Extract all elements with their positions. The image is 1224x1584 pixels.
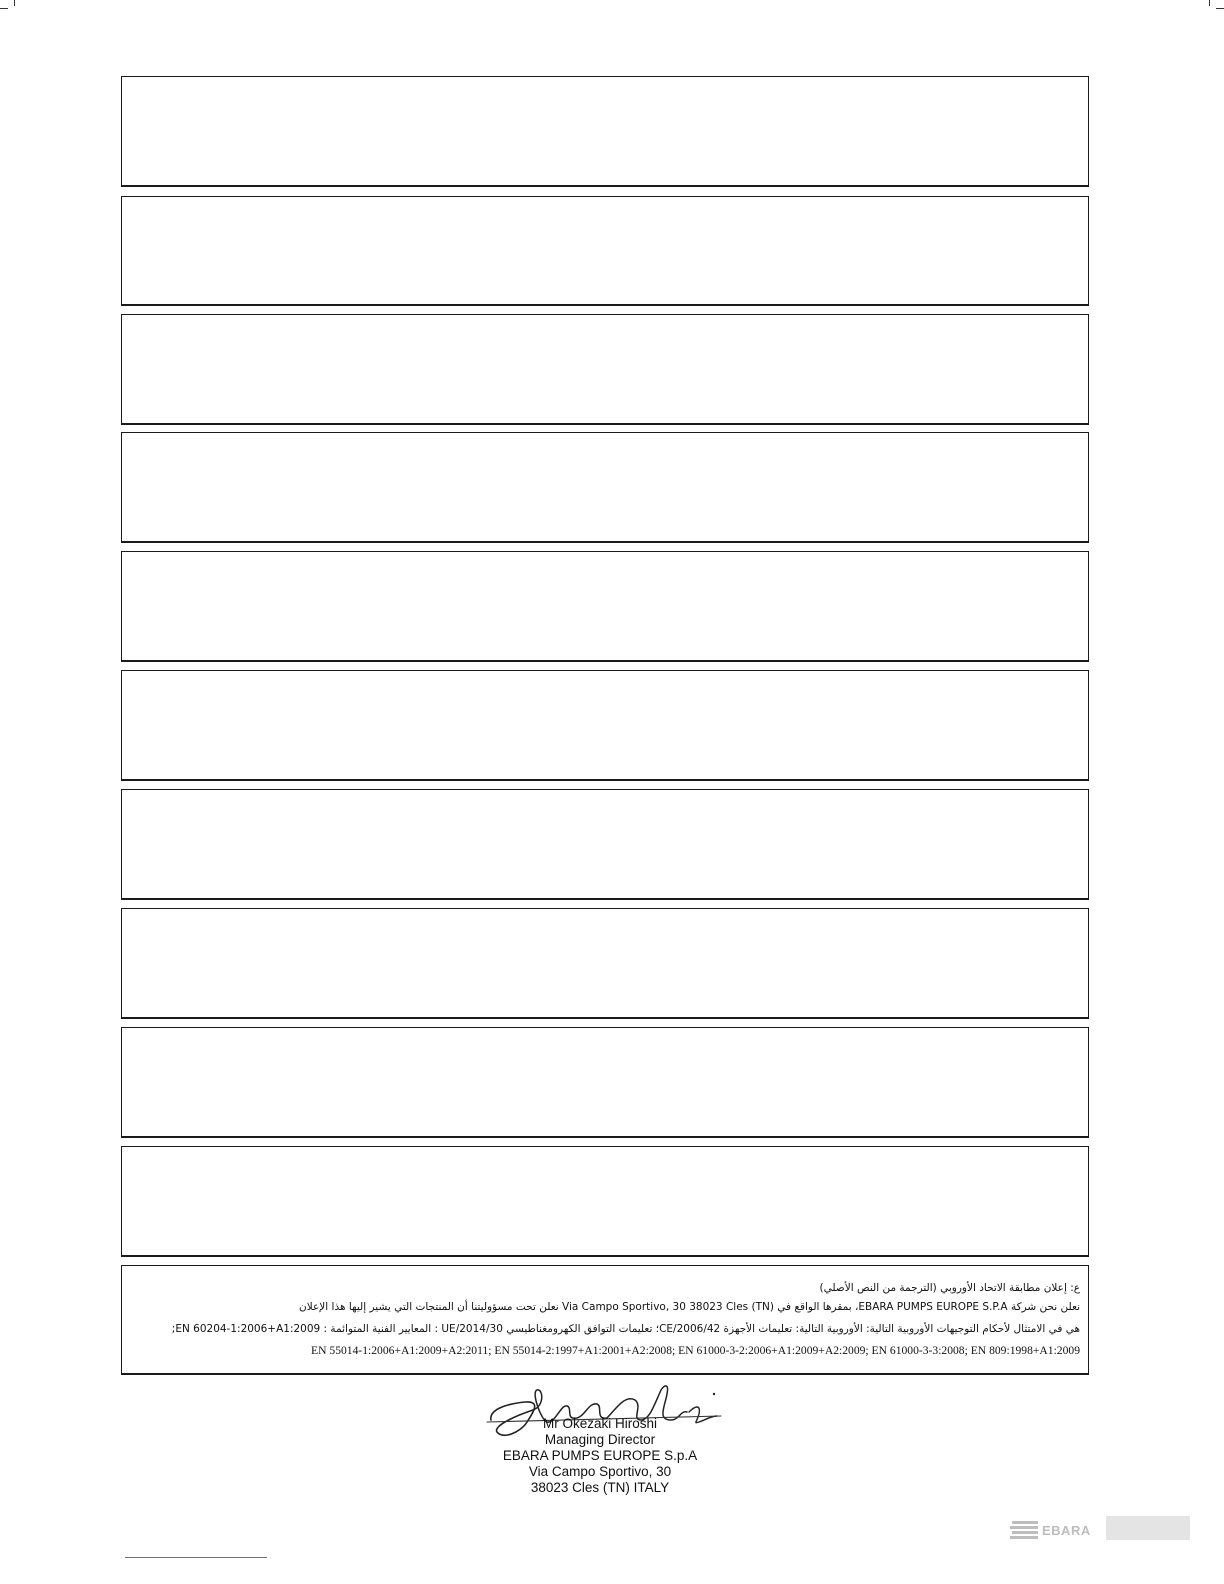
declaration-box-9: [121, 1027, 1089, 1138]
declaration-box-6: [121, 670, 1089, 781]
arabic-declaration-box: [121, 1265, 1089, 1375]
declaration-company-line: نعلن نحن شركة EBARA PUMPS EUROPE S.P.A، بمقرها الواقع في (TN) Via Campo Sportivo, 30 38023 Cles نعلن تحت مسؤوليتنا أن المنتجات التي يشير إليها هذا الإعلان: [299, 1301, 1080, 1313]
declaration-box-5: [121, 551, 1089, 662]
declaration-directives-line: هي في الامتثال لأحكام التوجيهات الأوروبية التالية: الأوروبية التالية: تعليمات الأجهزة 2006/42/CE؛ تعليمات التوافق الكهرومغناطيسي 2014/30/UE : المعايير الفنية المتوائمة : EN 60204-1:2006+A1:2009;: [171, 1323, 1080, 1335]
ebara-logo-icon: [1010, 1518, 1040, 1542]
signatory-street: Via Campo Sportivo, 30: [528, 1464, 672, 1479]
signatory-block: [440, 1380, 760, 1496]
declaration-standards-line: EN 55014-1:2006+A1:2009+A2:2011; EN 55014-2:1997+A1:2001+A2:2008; EN 61000-3-2:2006+A1:2009+A2:2009; EN 61000-3-3:2008; EN 809:1998+A1:2009: [311, 1344, 1080, 1357]
signatory-name: Mr Okezaki Hiroshi: [542, 1416, 658, 1431]
logo-wordmark: EBARA: [1042, 1523, 1091, 1538]
crop-mark-top-right-vertical: [1209, 0, 1210, 6]
declaration-box-1: [121, 76, 1089, 187]
footer-logo: [1010, 1516, 1190, 1544]
declaration-box-8: [121, 908, 1089, 1019]
crop-mark-top-left-vertical: [14, 0, 15, 6]
declaration-box-7: [121, 789, 1089, 900]
signatory-city: 38023 Cles (TN) ITALY: [530, 1480, 670, 1495]
declaration-box-10: [121, 1146, 1089, 1257]
declaration-box-2: [121, 196, 1089, 306]
signatory-company: EBARA PUMPS EUROPE S.p.A: [502, 1448, 698, 1463]
crop-mark-top-right: [1216, 8, 1224, 9]
footer-link-underline: [125, 1557, 267, 1558]
signatory-title: Managing Director: [544, 1432, 656, 1447]
declaration-heading: ع: إعلان مطابقة الاتحاد الأوروبي (الترجمة من النص الأصلي): [819, 1282, 1080, 1294]
crop-mark-top-left: [0, 8, 8, 9]
declaration-box-4: [121, 432, 1089, 543]
declaration-box-3: [121, 314, 1089, 425]
page-number-tab: [1106, 1516, 1190, 1540]
